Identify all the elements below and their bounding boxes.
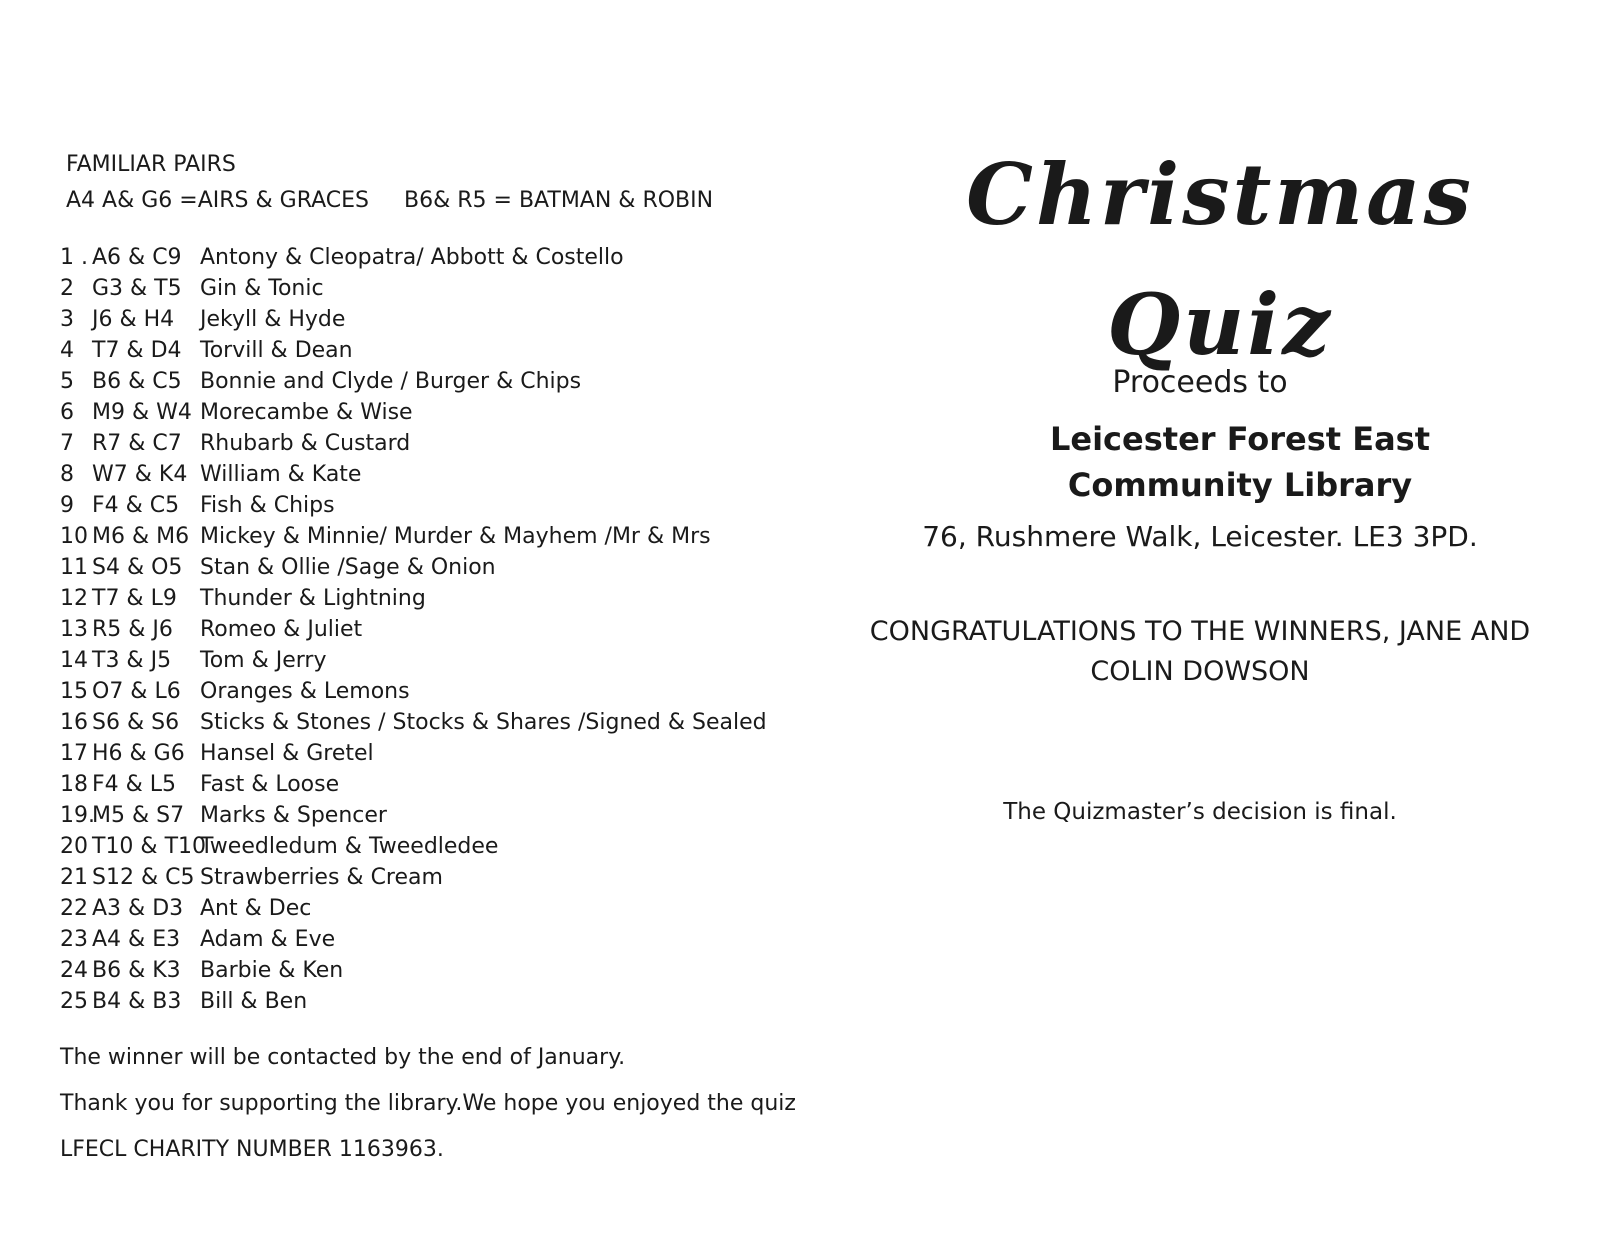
answer-number: 18 xyxy=(60,772,88,797)
answer-text: Strawberries & Cream xyxy=(200,865,443,890)
answer-code: W7 & K4 xyxy=(92,462,188,487)
answer-number: 24 xyxy=(60,958,88,983)
answer-row xyxy=(60,304,800,335)
answer-text: Barbie & Ken xyxy=(200,958,344,983)
answer-text: Gin & Tonic xyxy=(200,276,324,301)
answer-code: S12 & C5 xyxy=(92,865,195,890)
answer-text: Mickey & Minnie/ Murder & Mayhem /Mr & Mrs xyxy=(200,524,711,549)
answer-row xyxy=(60,614,800,645)
answer-number: 7 xyxy=(60,431,74,456)
answer-number: 9 xyxy=(60,493,74,518)
answer-code: M5 & S7 xyxy=(92,803,185,828)
answer-code: H6 & G6 xyxy=(92,741,185,766)
answer-row xyxy=(60,583,800,614)
answer-number: 4 xyxy=(60,338,74,363)
answer-row xyxy=(60,645,800,676)
answer-text: Fish & Chips xyxy=(200,493,335,518)
answer-text: Jekyll & Hyde xyxy=(200,307,346,332)
answer-row xyxy=(60,955,800,986)
answer-code: T7 & L9 xyxy=(92,586,177,611)
answer-row xyxy=(60,800,800,831)
familiar-pairs-heading: FAMILIAR PAIRS xyxy=(66,152,236,177)
answer-code: F4 & L5 xyxy=(92,772,177,797)
answer-row xyxy=(60,924,800,955)
answer-code: F4 & C5 xyxy=(92,493,180,518)
answer-text: Morecambe & Wise xyxy=(200,400,413,425)
answer-code: M9 & W4 xyxy=(92,400,192,425)
examples-row xyxy=(66,182,800,220)
answer-number: 3 xyxy=(60,307,74,332)
answer-row xyxy=(60,459,800,490)
quiz-title: Christmas Quiz xyxy=(966,145,1474,374)
answer-text: Stan & Ollie /Sage & Onion xyxy=(200,555,496,580)
answer-number: 15 xyxy=(60,679,88,704)
library-address: 76, Rushmere Walk, Leicester. LE3 3PD. xyxy=(922,520,1478,553)
answer-number: 13 xyxy=(60,617,88,642)
answer-row xyxy=(60,397,800,428)
answer-row xyxy=(60,552,800,583)
answer-number: 23 xyxy=(60,927,88,952)
answer-code: T3 & J5 xyxy=(92,648,172,673)
answer-text: Bill & Ben xyxy=(200,989,308,1014)
answer-text: Torvill & Dean xyxy=(200,338,353,363)
answer-code: S6 & S6 xyxy=(92,710,180,735)
answer-number: 8 xyxy=(60,462,74,487)
answer-code: A6 & C9 xyxy=(92,245,182,270)
answer-number: 25 xyxy=(60,989,88,1014)
answer-number: 19. xyxy=(60,803,95,828)
answer-text: Antony & Cleopatra/ Abbott & Costello xyxy=(200,245,624,270)
library-name: Leicester Forest East Community Library xyxy=(1049,420,1430,504)
answer-code: A4 & E3 xyxy=(92,927,181,952)
closing-notes xyxy=(60,1035,800,1173)
answer-code: J6 & H4 xyxy=(92,307,175,332)
answer-row xyxy=(60,862,800,893)
answer-number: 21 xyxy=(60,865,88,890)
answer-code: M6 & M6 xyxy=(92,524,190,549)
answer-text: Adam & Eve xyxy=(200,927,336,952)
answer-code: B6 & K3 xyxy=(92,958,181,983)
answer-number: 1 . xyxy=(60,245,88,270)
answer-text: Fast & Loose xyxy=(200,772,340,797)
answer-text: Tom & Jerry xyxy=(200,648,327,673)
answer-code: G3 & T5 xyxy=(92,276,182,301)
answer-code: B4 & B3 xyxy=(92,989,182,1014)
answer-row xyxy=(60,521,800,552)
answer-number: 22 xyxy=(60,896,88,921)
thank-you-note: Thank you for supporting the library.We hope you enjoyed the quiz xyxy=(60,1091,796,1116)
answer-text: Bonnie and Clyde / Burger & Chips xyxy=(200,369,582,394)
answer-text: Rhubarb & Custard xyxy=(200,431,411,456)
answer-number: 14 xyxy=(60,648,88,673)
answer-row xyxy=(60,769,800,800)
answer-code: O7 & L6 xyxy=(92,679,181,704)
winners-announcement: CONGRATULATIONS TO THE WINNERS, JANE AND COLIN DOWSON xyxy=(869,616,1531,687)
answer-text: Romeo & Juliet xyxy=(200,617,363,642)
answer-row xyxy=(60,676,800,707)
answer-number: 2 xyxy=(60,276,74,301)
answer-code: S4 & O5 xyxy=(92,555,183,580)
example-airs-graces: A4 A& G6 =AIRS & GRACES xyxy=(66,188,369,213)
answer-number: 5 xyxy=(60,369,74,394)
answer-text: William & Kate xyxy=(200,462,362,487)
answer-row xyxy=(60,986,800,1017)
answer-text: Sticks & Stones / Stocks & Shares /Signed & Sealed xyxy=(200,710,767,735)
answer-text: Marks & Spencer xyxy=(200,803,387,828)
cover-page xyxy=(850,130,1550,832)
answer-code: B6 & C5 xyxy=(92,369,182,394)
answer-text: Thunder & Lightning xyxy=(200,586,426,611)
answer-row xyxy=(60,738,800,769)
answer-number: 12 xyxy=(60,586,88,611)
answer-row xyxy=(60,490,800,521)
answer-list xyxy=(60,242,800,1017)
answer-row xyxy=(60,335,800,366)
answer-row xyxy=(60,831,800,862)
answer-code: T7 & D4 xyxy=(92,338,182,363)
answer-code: R5 & J6 xyxy=(92,617,173,642)
answer-number: 6 xyxy=(60,400,74,425)
answer-number: 11 xyxy=(60,555,88,580)
answer-row xyxy=(60,273,800,304)
answer-row xyxy=(60,366,800,397)
answer-code: A3 & D3 xyxy=(92,896,184,921)
answer-number: 10 xyxy=(60,524,88,549)
answer-row xyxy=(60,893,800,924)
answer-row xyxy=(60,707,800,738)
answer-row xyxy=(60,428,800,459)
answer-code: R7 & C7 xyxy=(92,431,182,456)
charity-number: LFECL CHARITY NUMBER 1163963. xyxy=(60,1137,444,1162)
answer-text: Oranges & Lemons xyxy=(200,679,410,704)
answer-code: T10 & T10 xyxy=(92,834,207,859)
example-batman-robin: B6& R5 = BATMAN & ROBIN xyxy=(404,188,714,213)
quizmaster-decision-note: The Quizmaster’s decision is final. xyxy=(1003,799,1397,825)
answer-text: Ant & Dec xyxy=(200,896,312,921)
answer-number: 16 xyxy=(60,710,88,735)
answer-row xyxy=(60,242,800,273)
answer-number: 20 xyxy=(60,834,88,859)
answer-text: Hansel & Gretel xyxy=(200,741,374,766)
winner-contact-note: The winner will be contacted by the end of January. xyxy=(60,1045,626,1070)
answer-number: 17 xyxy=(60,741,88,766)
answer-text: Tweedledum & Tweedledee xyxy=(200,834,499,859)
answers-page xyxy=(60,148,800,1173)
proceeds-label: Proceeds to xyxy=(1112,365,1288,400)
